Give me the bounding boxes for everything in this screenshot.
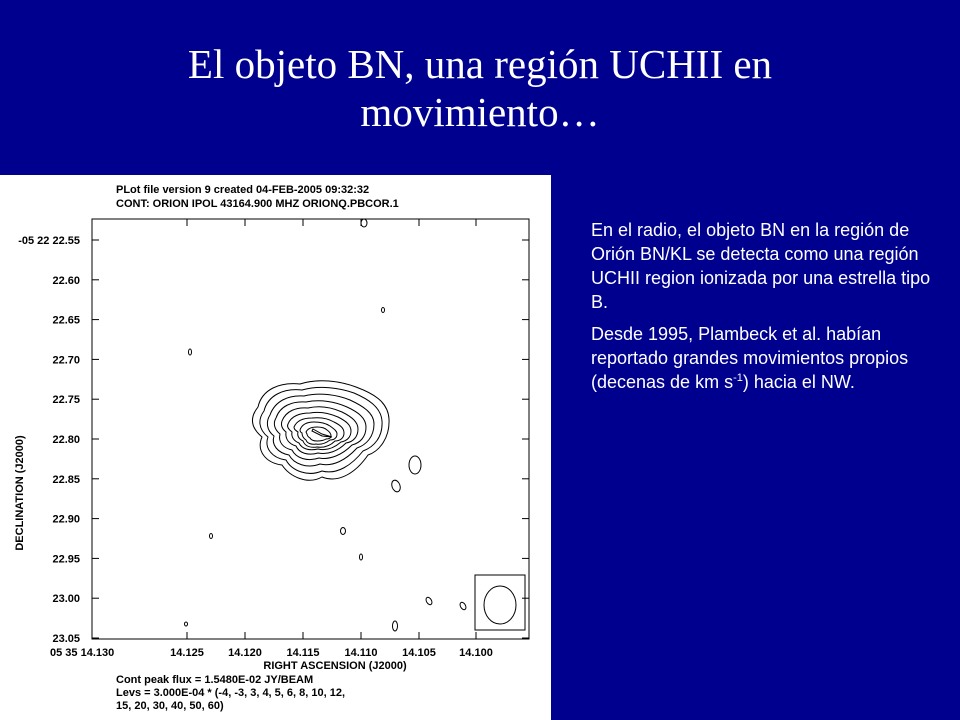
paragraph-2-text-a: Desde 1995, Plambeck et al. habían reportado grandes movimientos propios (decenas de km s [591, 324, 909, 392]
y-tick-label: 22.80 [52, 434, 80, 446]
paragraph-1: En el radio, el objeto BN en la región de Orión BN/KL se detecta como una región UCHII region ionizada por una estrella tipo B. [591, 220, 931, 312]
y-tick-label: 22.75 [52, 394, 80, 407]
y-axis-label: DECLINATION (J2000) [14, 435, 26, 551]
plot-header-line-2: CONT: ORION IPOL 43164.900 MHZ ORIONQ.PBCOR.1 [116, 198, 399, 210]
y-tick-labels [18, 235, 80, 645]
tick-marks [92, 219, 529, 639]
plot-frame [92, 219, 529, 639]
x-tick-label: 05 35 14.130 [50, 647, 115, 659]
y-tick-label: 22.85 [52, 473, 80, 486]
plot-footer-line-3: 15, 20, 30, 40, 50, 60) [116, 700, 224, 712]
x-tick-labels [50, 647, 493, 659]
plot-footer-line-2: Levs = 3.000E-04 * (-4, -3, 3, 4, 5, 6, 8, 10, 12, [116, 687, 346, 699]
x-tick-label: 14.115 [286, 647, 320, 659]
y-tick-label: 22.65 [52, 314, 80, 327]
slide-title-line-2: movimiento… [360, 89, 600, 135]
paragraph-2-text-b: ) hacia el NW. [742, 372, 855, 392]
plot-footer-line-1: Cont peak flux = 1.5480E-02 JY/BEAM [116, 674, 314, 686]
contour-plot-figure [0, 175, 551, 720]
paragraph-2-superscript: -1 [733, 372, 743, 384]
x-tick-label: 14.110 [344, 647, 378, 659]
y-tick-label: 22.90 [52, 513, 80, 526]
plot-header-line-1: PLot file version 9 created 04-FEB-2005 09:32:32 [116, 184, 370, 196]
contour-plot-svg [0, 175, 551, 720]
x-axis-label: RIGHT ASCENSION (J2000) [263, 660, 407, 672]
bn-source-contours [252, 381, 389, 480]
y-tick-label: 22.70 [52, 354, 80, 367]
y-tick-label: 22.60 [52, 274, 80, 287]
slide-title [0, 40, 960, 136]
x-tick-label: 14.120 [228, 647, 262, 659]
x-tick-label: 14.125 [170, 647, 204, 659]
description-text [591, 218, 931, 402]
x-tick-label: 14.105 [402, 647, 436, 659]
y-tick-label: 23.05 [52, 633, 80, 645]
y-tick-label: -05 22 22.55 [18, 235, 80, 247]
beam-indicator [475, 575, 525, 630]
x-tick-label: 14.100 [459, 647, 493, 659]
y-tick-label: 22.95 [52, 553, 80, 566]
noise-contours [185, 219, 468, 631]
slide-title-line-1: El objeto BN, una región UCHII en [187, 41, 773, 87]
y-tick-label: 23.00 [52, 593, 80, 606]
paragraph-2 [591, 322, 931, 394]
